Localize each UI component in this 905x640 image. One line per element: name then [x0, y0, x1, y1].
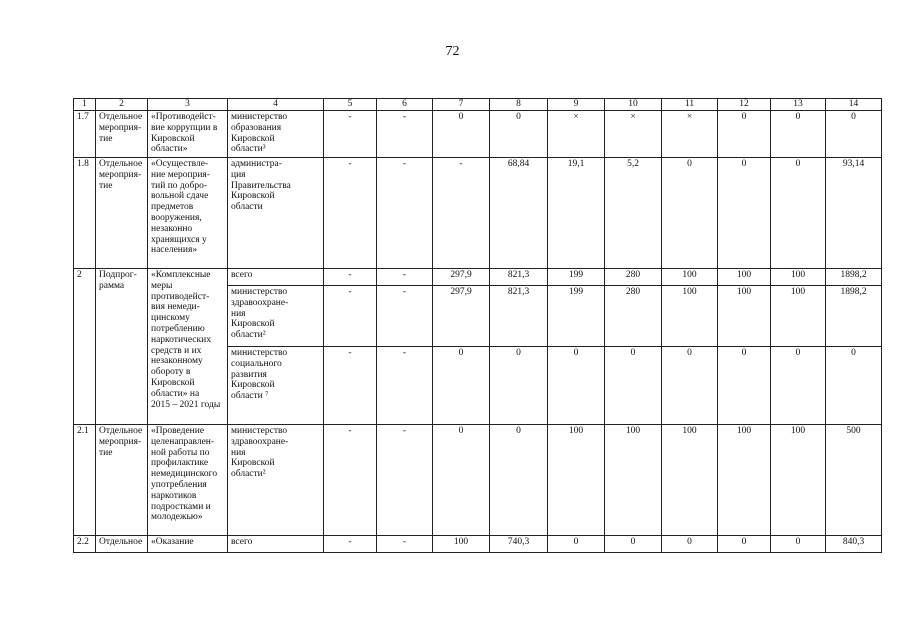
value-cell: 0: [433, 111, 490, 158]
value-cell: -: [377, 347, 433, 425]
value-cell: 5,2: [605, 158, 662, 269]
row-type: Отдельное: [96, 536, 148, 553]
value-cell: 821,3: [490, 286, 548, 347]
value-cell: 100: [718, 269, 771, 286]
row-executor: министерство здравоохране- ния Кировской области²: [228, 425, 324, 536]
value-cell: -: [324, 286, 377, 347]
row-executor: всего: [228, 269, 324, 286]
value-cell: ×: [662, 111, 718, 158]
value-cell: -: [324, 425, 377, 536]
value-cell: -: [324, 111, 377, 158]
value-cell: 0: [718, 536, 771, 553]
row-executor: министерство образования Кировской области³: [228, 111, 324, 158]
value-cell: ×: [605, 111, 662, 158]
value-cell: 19,1: [548, 158, 605, 269]
value-cell: 0: [826, 111, 882, 158]
budget-table: [73, 98, 882, 553]
header-row: [74, 99, 882, 111]
row-number: 2.2: [74, 536, 96, 553]
header-cell: 14: [826, 99, 882, 111]
row-name: «Противодейст- вие коррупции в Кировской области»: [148, 111, 228, 158]
value-cell: 0: [605, 347, 662, 425]
value-cell: 0: [771, 536, 826, 553]
value-cell: 0: [605, 536, 662, 553]
value-cell: -: [377, 536, 433, 553]
value-cell: -: [324, 347, 377, 425]
value-cell: 93,14: [826, 158, 882, 269]
value-cell: 100: [662, 286, 718, 347]
row-number: 1.7: [74, 111, 96, 158]
table-row: [74, 158, 882, 269]
value-cell: 0: [433, 347, 490, 425]
value-cell: -: [377, 269, 433, 286]
value-cell: 1898,2: [826, 286, 882, 347]
value-cell: 0: [548, 536, 605, 553]
value-cell: 0: [433, 425, 490, 536]
value-cell: 0: [771, 158, 826, 269]
value-cell: 821,3: [490, 269, 548, 286]
value-cell: -: [377, 286, 433, 347]
value-cell: 840,3: [826, 536, 882, 553]
value-cell: 0: [548, 347, 605, 425]
value-cell: 0: [826, 347, 882, 425]
value-cell: -: [377, 425, 433, 536]
header-cell: 1: [74, 99, 96, 111]
page-number: 72: [445, 44, 460, 59]
value-cell: 297,9: [433, 269, 490, 286]
value-cell: 100: [718, 425, 771, 536]
value-cell: 0: [490, 111, 548, 158]
row-number: 2.1: [74, 425, 96, 536]
value-cell: 500: [826, 425, 882, 536]
row-number: 2: [74, 269, 96, 425]
row-name: «Осуществле- ние мероприя- тий по добро- вольной сдаче предметов вооружения, незаконно хранящихся у населения»: [148, 158, 228, 269]
value-cell: 100: [605, 425, 662, 536]
row-name: «Проведение целенаправлен- ной работы по профилактике немедицинского употребления наркотиков подростками и молодежью»: [148, 425, 228, 536]
row-type: Отдельное мероприя- тие: [96, 111, 148, 158]
value-cell: -: [377, 111, 433, 158]
value-cell: 100: [662, 269, 718, 286]
row-type: Отдельное мероприя- тие: [96, 425, 148, 536]
value-cell: -: [324, 269, 377, 286]
value-cell: 280: [605, 269, 662, 286]
value-cell: -: [324, 158, 377, 269]
row-executor: администра- ция Правительства Кировской области: [228, 158, 324, 269]
value-cell: 0: [718, 111, 771, 158]
value-cell: 100: [718, 286, 771, 347]
table-row: [74, 111, 882, 158]
value-cell: 740,3: [490, 536, 548, 553]
table-row: [74, 269, 882, 286]
value-cell: 0: [718, 158, 771, 269]
header-cell: 9: [548, 99, 605, 111]
header-cell: 2: [96, 99, 148, 111]
header-cell: 11: [662, 99, 718, 111]
row-name: «Комплексные меры противодейст- вия немеди- цинскому потреблению наркотических средств и их незаконному обороту в Кировской области» на 2015 – 2021 годы: [148, 269, 228, 425]
value-cell: 0: [771, 347, 826, 425]
value-cell: 100: [771, 425, 826, 536]
header-cell: 6: [377, 99, 433, 111]
value-cell: -: [324, 536, 377, 553]
value-cell: -: [433, 158, 490, 269]
value-cell: 0: [662, 158, 718, 269]
value-cell: 100: [662, 425, 718, 536]
header-cell: 10: [605, 99, 662, 111]
value-cell: 199: [548, 286, 605, 347]
header-cell: 4: [228, 99, 324, 111]
value-cell: 199: [548, 269, 605, 286]
row-type: Отдельное мероприя- тие: [96, 158, 148, 269]
value-cell: 0: [662, 347, 718, 425]
value-cell: 297,9: [433, 286, 490, 347]
row-executor: министерство социального развития Кировской области ⁷: [228, 347, 324, 425]
value-cell: 0: [490, 347, 548, 425]
header-cell: 12: [718, 99, 771, 111]
table-row: [74, 536, 882, 553]
value-cell: 1898,2: [826, 269, 882, 286]
row-executor: министерство здравоохране- ния Кировской области²: [228, 286, 324, 347]
value-cell: 0: [662, 536, 718, 553]
value-cell: 0: [771, 111, 826, 158]
value-cell: 68,84: [490, 158, 548, 269]
value-cell: 0: [718, 347, 771, 425]
table-row: [74, 425, 882, 536]
value-cell: -: [377, 158, 433, 269]
value-cell: 100: [771, 269, 826, 286]
row-number: 1.8: [74, 158, 96, 269]
value-cell: 100: [771, 286, 826, 347]
header-cell: 5: [324, 99, 377, 111]
value-cell: ×: [548, 111, 605, 158]
value-cell: 0: [490, 425, 548, 536]
row-type: Подпрог- рамма: [96, 269, 148, 425]
value-cell: 280: [605, 286, 662, 347]
row-name: «Оказание: [148, 536, 228, 553]
row-executor: всего: [228, 536, 324, 553]
header-cell: 7: [433, 99, 490, 111]
header-cell: 13: [771, 99, 826, 111]
value-cell: 100: [548, 425, 605, 536]
value-cell: 100: [433, 536, 490, 553]
header-cell: 3: [148, 99, 228, 111]
header-cell: 8: [490, 99, 548, 111]
